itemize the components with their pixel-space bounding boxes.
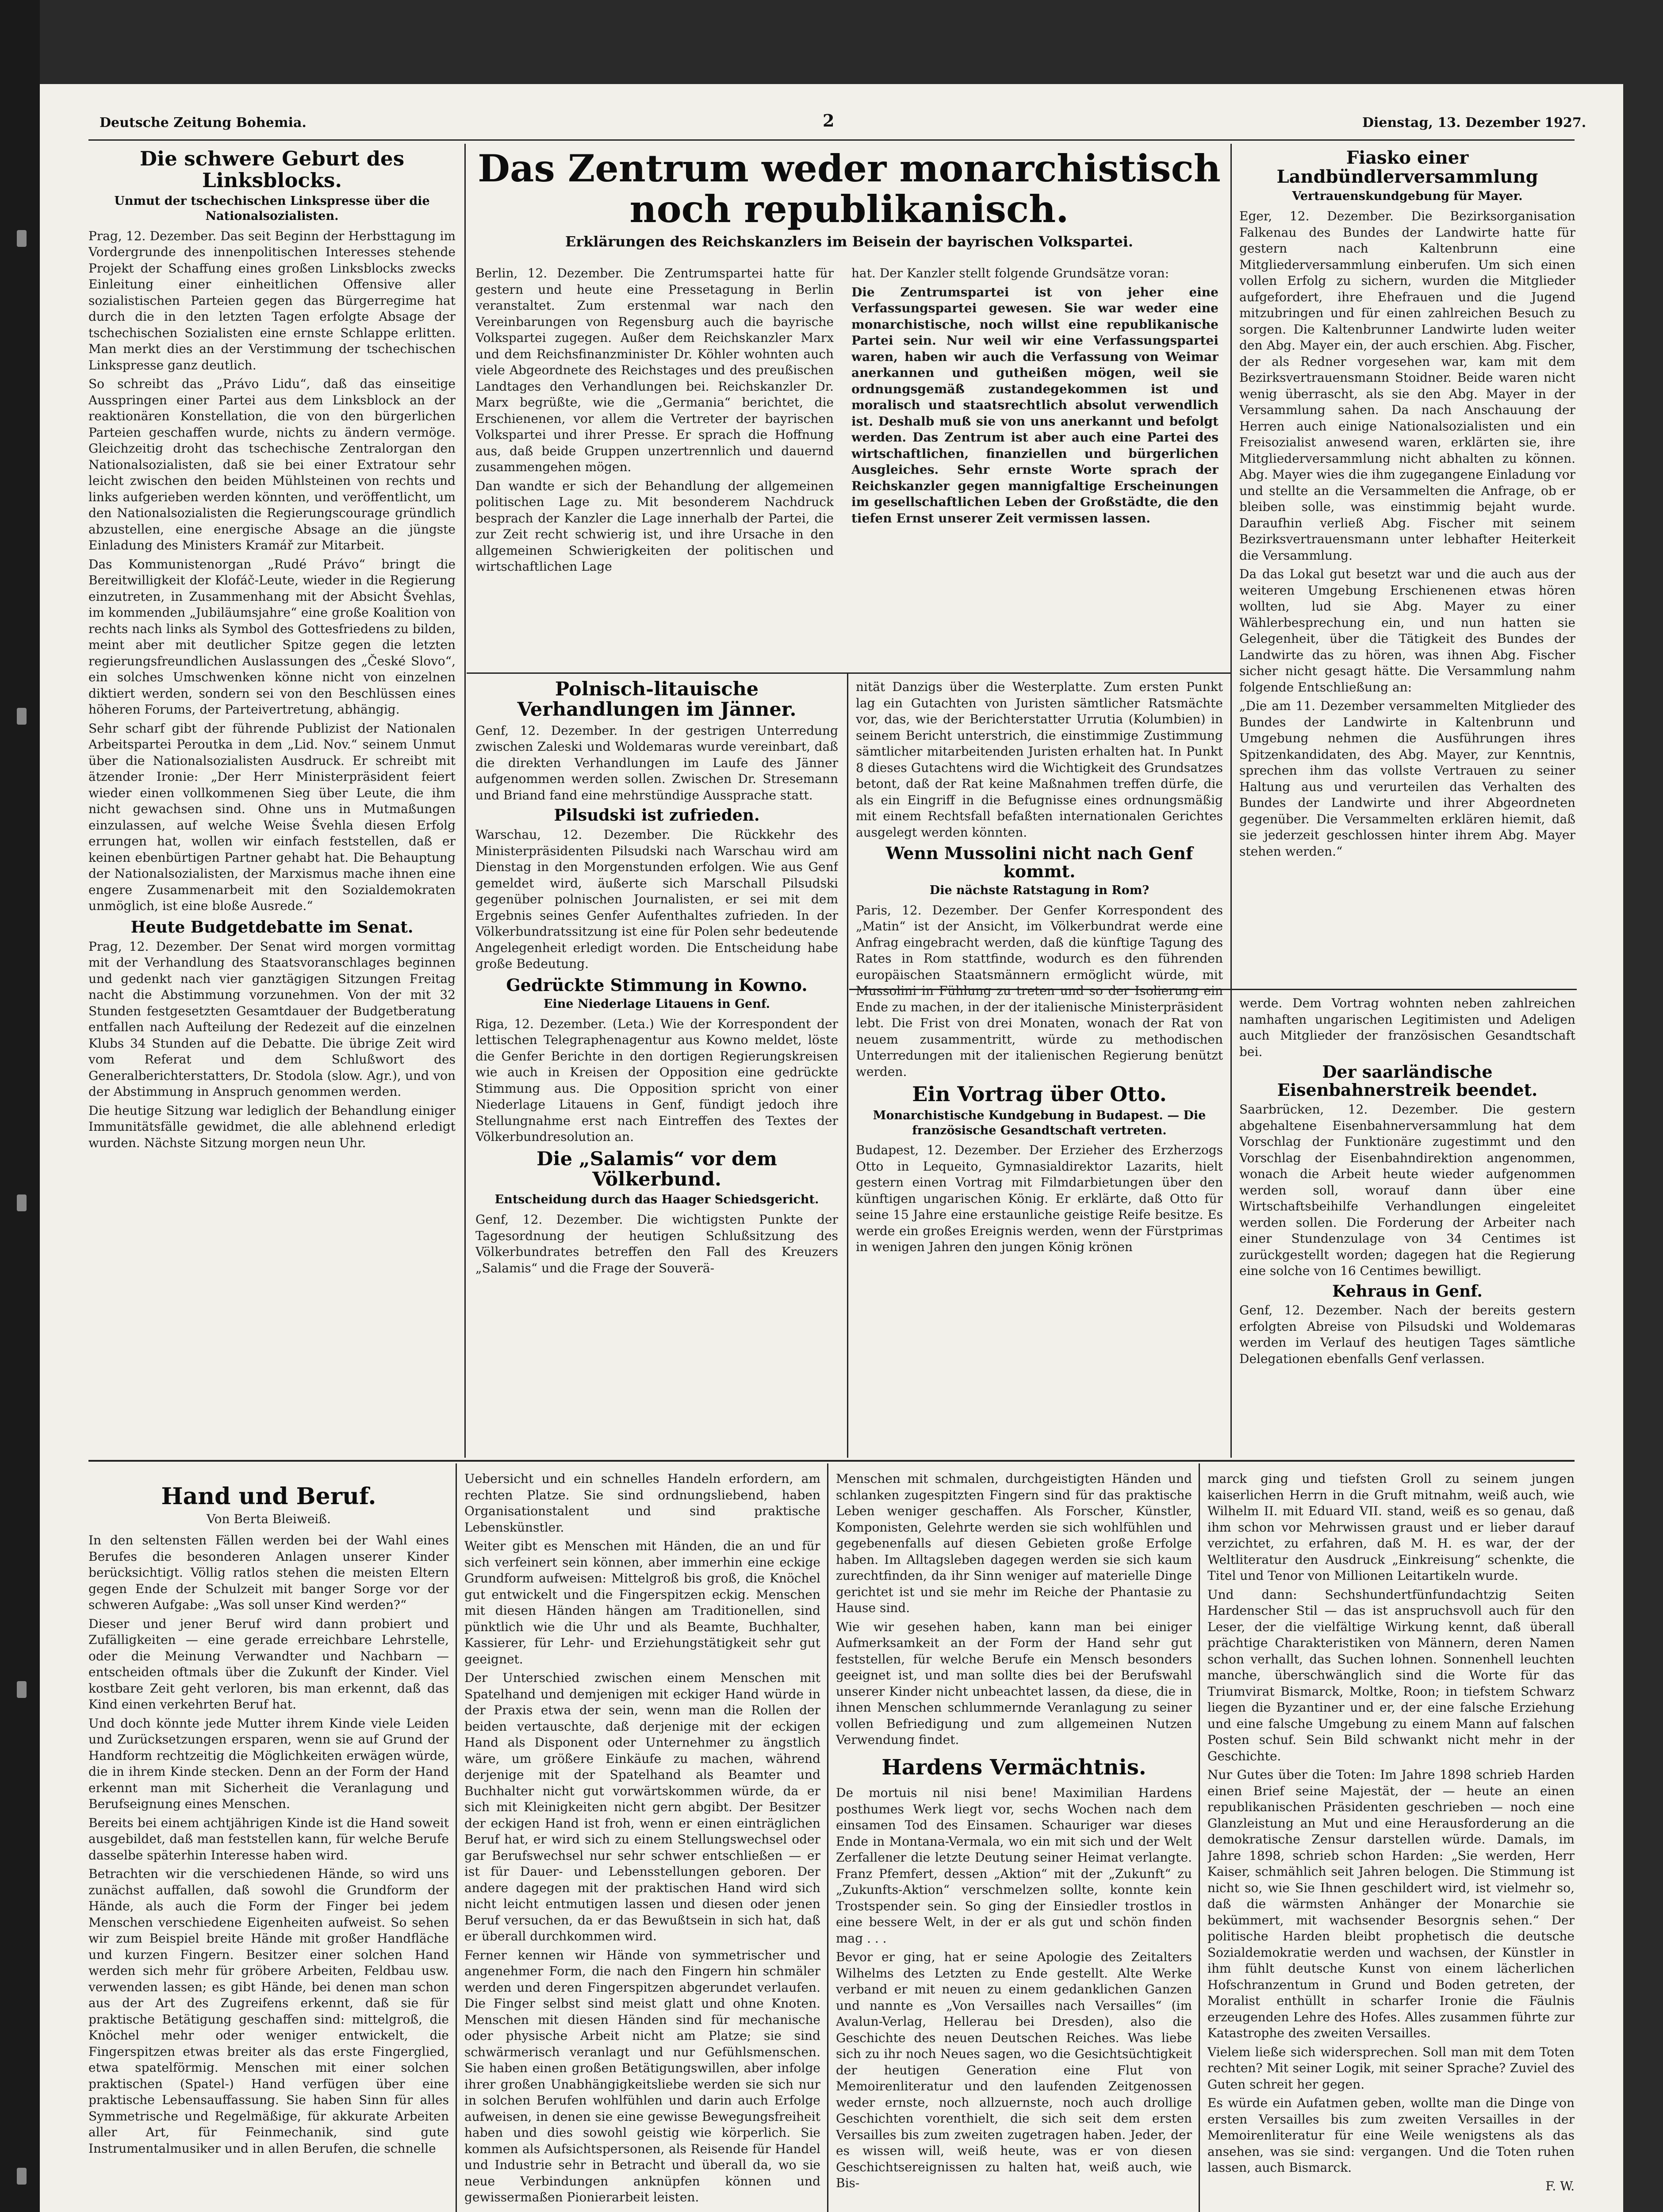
- articles-saar-genf: [1239, 995, 1575, 1458]
- section-rule: [467, 672, 1230, 674]
- headline-kehraus: Kehraus in Genf.: [1332, 1282, 1483, 1301]
- column-rule: [464, 144, 466, 1458]
- paragraph: Wie wir gesehen haben, kann man bei einiger Aufmerksamkeit an der Form der Hand sehr gut feststellen, für welche Berufe ein Mensch besonders geeignet ist, und man sollte dies bei der Berufswahl unserer Kinder nicht unbeachtet lassen, da diese, die in ihnen Menschen schlummernde Veranlagung zu seiner vollen Befriedigung und zum allgemeinen Nutzen Verwendung findet.: [836, 1619, 1192, 1747]
- feuilleton-hand-und-beruf-continued: [464, 1471, 820, 2212]
- paragraph: Prag, 12. Dezember. Das seit Beginn der Herbsttagung im Vordergrunde des innenpolitischen Interesses stehende Projekt der Schaffung eines großen Linksblocks zwecks Einleitung einer einheitlichen Offensive aller sozialistischen Parteien gegen das Bürgerregime hat durch die in den letzten Tagen erfolgte Absage der tschechischen Sozialisten eine ernste Schlappe erlitten. Man merkt dies an der Verstimmung der tschechischen Linkspresse ganz deutlich.: [88, 228, 456, 373]
- headline-linksblock: Die schwere Geburt des Linksblocks.: [139, 148, 405, 192]
- paragraph: Bevor er ging, hat er seine Apologie des Zeitalters Wilhelms des Letzten zu Ende gestellt. Alte Werke verband er mit neuen zu einem gedanklichen Ganzen und nannte es „Von Versailles nach Versailles“ (im Avalun-Verlag, Hellerau bei Dresden), also die Geschichte des neuen Deutschen Reiches. Was liebe sich zu ihr noch Neues sagen, wo die Gesichtsüchtigkeit der heutigen Generation eine Flut von Memoirenliteratur und den laufenden Zeitgenossen weder ernste, noch allzuernste, noch auch drollige Geschichten vorenthielt, die sich seit dem ersten Versailles bis zum zweiten zugetragen haben. Jeder, der es wissen will, weiß heute, was er von diesen Geschichtsereignissen zu halten hat, weiß auch, wie Bis-: [836, 1950, 1192, 2191]
- headline-otto: Ein Vortrag über Otto.: [912, 1082, 1167, 1106]
- article-linksblock: [88, 148, 456, 1458]
- paragraph: Sehr scharf gibt der führende Publizist der Nationalen Arbeitspartei Peroutka in dem „Lid. Nov.“ seinem Unmut über die Nationalsozialisten Ausdruck. Er schreibt mit ätzender Ironie: „Der Herr Ministerpräsident feiert wieder einen vollkommenen Sieg über Leute, die ihm nicht gewachsen sind. Ohne uns in Mutmaßungen einzulassen, auf welche Weise Švehla diesen Erfolg errungen hat, wollen wir einfach feststellen, daß er keinen ebenbürtigen Partner gehabt hat. Die Behauptung der Nationalsozialisten, der Marxismus mache ihnen eine engere Zusammenarbeit mit den Sozialdemokraten unmöglich, ist eine bloße Ausrede.“: [88, 721, 456, 914]
- paragraph: Dan wandte er sich der Behandlung der allgemeinen politischen Lage zu. Mit besonderem Nachdruck besprach der Kanzler die Lage innerhalb der Partei, die zur Zeit recht schwierig ist, und ihre Ursache in den allgemeinen Schwierigkeiten der politischen und wirtschaftlichen Lage: [475, 478, 834, 574]
- paragraph: Menschen mit schmalen, durchgeistigten Händen und schlanken zugespitzten Fingern sind für das praktische Leben weniger geschaffen. Als Forscher, Künstler, Komponisten, Gelehrte werden sie sich wohlfühlen und gegebenenfalls auf diesen Gebieten große Erfolge haben. Im Alltagsleben dagegen werden sie sich kaum zurechtfinden, da ihr Sinn weniger auf materielle Dinge gerichtet ist und sie mehr im Reiche der Phantasie zu Hause sind.: [836, 1471, 1192, 1615]
- paragraph: Prag, 12. Dezember. Der Senat wird morgen vormittag mit der Verhandlung des Staatsvoranschlages beginnen und gedenkt nach vier ganztägigen Sitzungen Freitag nacht die Abstimmung vorzunehmen. Von der mit 32 Stunden festgesetzten Gesamtdauer der Budgetberatung entfallen nach Aufteilung der Redezeit auf die einzelnen Klubs 34 Stunden auf die Debatte. Die übrige Zeit wird vom Referat und dem Schlußwort des Generalberichterstatters, Dr. Stodola (slow. Agr.), und von der Abstimmung in Anspruch genommen werden.: [88, 939, 456, 1099]
- column-rule: [847, 672, 848, 1458]
- paragraph: werde. Dem Vortrag wohnten neben zahlreichen namhaften ungarischen Legitimisten und Adeligen auch Mitglieder der französischen Gesandtschaft bei.: [1239, 996, 1575, 1059]
- column-rule: [1230, 144, 1232, 1458]
- paragraph: Genf, 12. Dezember. In der gestrigen Unterredung zwischen Zaleski und Woldemaras wurde vereinbart, daß die direkten Verhandlungen im Laufe des Jänner aufgenommen werden sollen. Zwischen Dr. Stresemann und Briand fand eine mehrstündige Aussprache statt.: [475, 723, 838, 803]
- column-rule: [456, 1463, 457, 2212]
- paragraph: Genf, 12. Dezember. Die wichtigsten Punkte der Tagesordnung der heutigen Schlußsitzung des Völkerbundrates betreffen den Fall des Kreuzers „Salamis“ und die Frage der Souverä-: [475, 1212, 838, 1275]
- newspaper-page: [40, 84, 1623, 2212]
- lead-article-zentrum: [475, 148, 1223, 670]
- column-rule: [1199, 1463, 1200, 2212]
- paragraph: Warschau, 12. Dezember. Die Rückkehr des Ministerpräsidenten Pilsudski nach Warschau wird am Dienstag in den Morgenstunden erfolgen. Wie aus Genf gemeldet wird, äußerte sich Marschall Pilsudski gegenüber polnischen Journalisten, er sei mit dem Ergebnis seines Genfer Aufenthaltes zufrieden. In der Völkerbundratssitzung ist eine für Polen sehr bedeutende Angelegenheit erledigt worden. Die Entscheidung habe große Bedeutung.: [475, 827, 838, 972]
- feuilleton-hardens-vermaechtnis-continued: [1207, 1471, 1575, 2212]
- headline-budgetdebatte: Heute Budgetdebatte im Senat.: [130, 918, 414, 937]
- masthead-paper-title: Deutsche Zeitung Bohemia.: [100, 115, 307, 131]
- lead-subheadline: Erklärungen des Reichskanzlers im Beisein der bayrischen Volkspartei.: [565, 233, 1134, 250]
- subheadline-kowno: Eine Niederlage Litauens in Genf.: [543, 997, 770, 1011]
- subheadline-mussolini: Die nächste Ratstagung in Rom?: [929, 883, 1150, 898]
- paragraph: So schreibt das „Právo Lidu“, daß das einseitige Ausspringen einer Partei aus dem Linksblock an der reaktionären Konstellation, die von den bürgerlichen Parteien geschaffen wurde, nichts zu ändern vermöge. Gleichzeitig droht das tschechische Zentralorgan den Nationalsozialisten, daß sie bei einer Extratour sehr leicht zwischen den beiden Mühlsteinen von rechts und links aufgerieben werden könnten, und veröffentlicht, um den Nationalsozialisten die Regierungscourage gründlich abzustellen, eine energische Absage an die jüngste Einladung des Ministers Kramář zur Mitarbeit.: [88, 376, 456, 553]
- feuilleton-hand-und-beruf: [88, 1471, 449, 2212]
- paragraph: nität Danzigs über die Westerplatte. Zum ersten Punkt lag ein Gutachten von Juristen sämtlicher Ratsmächte vor, das, wie der Berichterstatter Urrutia (Kolumbien) in seinem Bericht unterstrich, die einstimmige Zustimmung sämtlicher mitarbeitenden Juristen erhalten hat. In Punkt 8 dieses Gutachtens wird die Wichtigkeit des Grundsatzes betont, daß der Rat keine Maßnahmen treffen dürfe, die als ein Eingriff in die Befugnisse eines ordnungsmäßig mit einem Rechtsfall befaßten internationalen Gerichtes ausgelegt werden könnten.: [856, 680, 1223, 840]
- paragraph: Es würde ein Aufatmen geben, wollte man die Dinge von ersten Versailles bis zum zweiten Versailles in der Memoirenliteratur für eine Weile wenigstens als das ansehen, was sie sind: vergangen. Und die Toten ruhen lassen, auch Bismarck.: [1207, 2096, 1575, 2175]
- paragraph: Das Kommunistenorgan „Rudé Právo“ bringt die Bereitwilligkeit der Klofáč-Leute, wieder in die Regierung einzutreten, in Zusammenhang mit der Absicht Švehlas, im kommenden „Jubiläumsjahre“ eine große Koalition von rechts nach links als Symbol des Gottesfriedens zu bilden, meint aber mit deutlicher Spitze gegen die letzten regierungsfreundlichen Auslassungen des „České Slovo“, ein solches Umschwenken könne nicht von einzelnen diktiert werden, sondern sei von den Beschlüssen eines höheren Forums, der Parteivertretung, abhängig.: [88, 557, 456, 717]
- masthead-page-number: 2: [823, 111, 835, 131]
- articles-rom-budapest: [856, 679, 1223, 1458]
- paragraph: Bereits bei einem achtjährigen Kinde ist die Hand soweit ausgebildet, daß man feststellen kann, für welche Berufe dasselbe späterhin Interesse haben wird.: [88, 1815, 449, 1863]
- paragraph: Berlin, 12. Dezember. Die Zentrumspartei hatte für gestern und heute eine Pressetagung in Berlin veranstaltet. Zum erstenmal war nach den Vereinbarungen von Regensburg auch die bayrische Volkspartei zugegen. Außer dem Reichskanzler Marx und dem Reichsfinanzminister Dr. Köhler wohnten auch viele Abgeordnete des Reichstages und des preußischen Landtages den Verhandlungen bei. Reichskanzler Dr. Marx begrüßte, wie die „Germania“ berichtet, die Erschienenen, vor allem die Vertreter der bayrischen Volkspartei und ihrer Presse. Er sprach die Hoffnung aus, daß beide Gruppen unzertrennlich und dauernd zusammengehen mögen.: [475, 266, 834, 474]
- headline-pilsudski: Pilsudski ist zufrieden.: [554, 806, 760, 825]
- paragraph: hat. Der Kanzler stellt folgende Grundsätze voran:: [851, 266, 1169, 280]
- paragraph: Dieser und jener Beruf wird dann probiert und Zufälligkeiten — eine gerade erreichbare Lehrstelle, oder die Meinung Verwandter und Nachbarn — entscheiden oftmals über die Zukunft der Kinder. Viel kostbare Zeit geht verloren, bis man erkennt, daß das Kind einen verkehrten Beruf hat.: [88, 1616, 449, 1712]
- paragraph: Vielem ließe sich widersprechen. Soll man mit dem Toten rechten? Mit seiner Logik, mit seiner Sprache? Zuviel des Guten schreit her gegen.: [1207, 2044, 1575, 2092]
- headline-salamis: Die „Salamis“ vor dem Völkerbund.: [536, 1148, 777, 1190]
- articles-genf: [475, 679, 838, 1458]
- paragraph: Die heutige Sitzung war lediglich der Behandlung einiger Immunitätsfälle gewidmet, die alle ablehnend erledigt wurden. Nächste Sitzung morgen neun Uhr.: [88, 1103, 456, 1150]
- paragraph: Weiter gibt es Menschen mit Händen, die an und für sich verfeinert sein können, aber immerhin eine eckige Grundform aufweisen: Mittelgroß bis groß, die Knöchel gut entwickelt und die Fingerspitzen eckig. Menschen mit diesen Händen hängen am Traditionellen, sind pünktlich wie die Uhr und als Beamte, Buchhalter, Kassierer, für Lehr- und Erziehungstätigkeit sehr gut geeignet.: [464, 1539, 820, 1667]
- headline-eisenbahnerstreik: Der saarländische Eisenbahnerstreik beendet.: [1277, 1062, 1538, 1100]
- column-rule: [827, 1463, 828, 2212]
- masthead-rule: [88, 139, 1575, 141]
- headline-polnisch-litauisch: Polnisch-litauische Verhandlungen im Jänner.: [517, 679, 797, 721]
- feuilleton-rule: [88, 1460, 1575, 1462]
- subheadline-salamis: Entscheidung durch das Haager Schiedsgericht.: [494, 1193, 819, 1207]
- binding-edge: [0, 0, 40, 2212]
- feuilleton-hardens-vermaechtnis: [836, 1471, 1192, 2212]
- subheadline-linksblock: Unmut der tschechischen Linkspresse über die Nationalsozialisten.: [114, 194, 430, 223]
- paragraph: Die Zentrumspartei ist von jeher eine Verfassungspartei gewesen. Sie war weder eine monarchistische, noch willst eine republikanische Partei sein. Nur weil wir eine Verfassungspartei waren, haben wir auch die Verfassung von Weimar anerkannen und gutheißen mögen, weil sie ordnungsgemäß zustandegekommen ist und moralisch und staatsrechtlich absolut verwendlich ist. Deshalb muß sie von uns anerkannt und befolgt werden. Das Zentrum ist aber auch eine Partei des wirtschaftlichen, finanziellen und bürgerlichen Ausgleiches. Sehr ernste Worte sprach der Reichskanzler gegen mannigfaltige Erscheinungen im gesellschaftlichen Leben der Großstädte, die den tiefen Ernst unserer Zeit vermissen lassen.: [851, 284, 1219, 526]
- paragraph: Paris, 12. Dezember. Der Genfer Korrespondent des „Matin“ ist der Ansicht, im Völkerbundrat werde eine Anfrag eingebracht werden, daß die künftige Tagung des Rates in Rom stattfinde, wodurch es den führenden europäischen Staatsmännern ermöglicht würde, mit Mussolini in Fühlung zu treten und so der Isolierung ein Ende zu machen, in der der italienische Ministerpräsident lebt. Die Frist von drei Monaten, wonach der Rat von neuem zusammentritt, würde zu methodischen Unterredungen mit der italienischen Regierung benützt werden.: [856, 902, 1223, 1079]
- paragraph: Uebersicht und ein schnelles Handeln erfordern, am rechten Platze. Sie sind ordnungsliebend, haben Organisationstalent und sind praktische Lebenskünstler.: [464, 1471, 820, 1535]
- subheadline-landbuendler: Vertrauenskundgebung für Mayer.: [1292, 189, 1523, 204]
- headline-kowno: Gedrückte Stimmung in Kowno.: [506, 975, 808, 995]
- author-signature: F. W.: [1545, 2178, 1575, 2193]
- paragraph: Da das Lokal gut besetzt war und die auch aus der weiteren Umgebung Erschienenen etwas hören wollten, lud sie Abg. Mayer zu einer Wählerbesprechung ein, und nun hatten sie Gelegenheit, über die Tätigkeit des Bundes der Landwirte das zu hören, was ihnen Abg. Fischer sicher nicht gesagt hätte. Die Versammlung nahm folgende Entschließung an:: [1239, 567, 1575, 695]
- paragraph: Nur Gutes über die Toten: Im Jahre 1898 schrieb Harden einen Brief seine Majestät, der — heute an einen republikanischen Präsidenten geschrieben — noch eine Glanzleistung an Mut und eine Herausforderung an die demokratische Zensur darstellen würde. Damals, im Jahre 1898, schrieb schon Harden: „Sie werden, Herr Kaiser, schmählich seit Jahren belogen. Die Stimmung ist nicht so, wie Sie Ihnen geschildert wird, ist vielmehr so, daß die wärmsten Anhänger der Monarchie sie bekümmert, mit wachsender Besorgnis sehen.“ Der politische Harden bleibt prophetisch die deutsche Sozialdemokratie werden und wachsen, der Künstler in ihm fühlt deutsche Kunst von einem lächerlichen Hofschranzentum in Grund und Boden getreten, der Moralist enthüllt in scharfer Ironie die Fäulnis erzeugenden Lehre des Hofes. Alles zusammen führte zur Katastrophe des zweiten Versailles.: [1207, 1767, 1575, 2040]
- article-landbuendler: [1239, 148, 1575, 987]
- paragraph: Riga, 12. Dezember. (Leta.) Wie der Korrespondent der lettischen Telegraphenagentur aus Kowno meldet, löste die Genfer Berichte in den dortigen Regierungskreisen wie auch in Kreisen der Opposition eine gedrückte Stimmung aus. Die Opposition spricht von einer Niederlage Litauens in Genf, fündigt jedoch ihre Stellungnahme erst nach Eintreffen des Textes der Völkerbundresolution an.: [475, 1016, 838, 1144]
- paragraph: Und doch könnte jede Mutter ihrem Kinde viele Leiden und Zurücksetzungen ersparen, wenn sie auf Grund der Handform rechtzeitig die Möglichkeiten erwägen würde, die in ihrem Kinde stecken. Denn an der Form der Hand erkennt man mit Sicherheit die Veranlagung und Berufseignung eines Menschen.: [88, 1716, 449, 1812]
- paragraph: Ferner kennen wir Hände von symmetrischer und angenehmer Form, die nach den Fingern hin schmäler werden und deren Fingerspitzen abgerundet verlaufen. Die Finger selbst sind meist glatt und ohne Knoten. Menschen mit diesen Händen sind für mechanische oder physische Arbeit nicht am Platze; sie sind schwärmerisch veranlagt und nur Gefühlsmenschen. Sie haben einen großen Betätigungswillen, aber infolge ihrer großen Unabhängigkeitsliebe werden sie sich nur in solchen Berufen wohlfühlen und darin auch Erfolge aufweisen, in denen sie eine gewisse Bewegungsfreiheit haben und dies sowohl geistig wie körperlich. Sie kommen als Aufsichtspersonen, als Reisende für Handel und Industrie sehr in Betracht und überall da, wo sie neue Verbindungen anknüpfen können und gewissermaßen Pionierarbeit leisten.: [464, 1947, 820, 2204]
- paragraph: marck ging und tiefsten Groll zu seinem jungen kaiserlichen Herrn in die Gruft mitnahm, weiß auch, wie Wilhelm II. mit Eduard VII. stand, weiß es so genau, daß ihm schon vor Mehrwissen graust und er lieber darauf verzichtet, zu erfahren, daß M. H. es war, der der Weltliteratur den Ausdruck „Einkreisung“ schenkte, die Titel und Tenor von Millionen Leitartikeln wurde.: [1207, 1471, 1575, 1583]
- paragraph: Eger, 12. Dezember. Die Bezirksorganisation Falkenau des Bundes der Landwirte hatte für gestern nach Kaltenbrunn eine Mitgliederversammlung einberufen. Um sich einen vollen Erfolg zu sichern, wurden die Mitglieder aufgefordert, ihre Ehefrauen und die Jugend mitzubringen und für einen zahlreichen Besuch zu sorgen. Die Kaltenbrunner Landwirte luden weiter den Abg. Mayer ein, der auch erschien. Abg. Fischer, der als Redner vorgesehen war, kam mit dem Bezirksvertrauensmann Stoidner. Beide waren nicht wenig überrascht, als sie den Abg. Mayer in der Versammlung sahen. Da nach Anschauung der Herren auch einige Nationalsozialisten und ein Freisozialist anwesend waren, erklärten sie, ihre Mitgliederversammlung nicht abhalten zu können. Abg. Mayer wies die ihm zugegangene Einladung vor und stellte an die Versammelten die Anfrage, ob er bleiben solle, was einstimmig bejaht wurde. Daraufhin verließ Abg. Fischer mit seinem Bezirksvertrauensmann unter lebhafter Heiterkeit die Versammlung.: [1239, 209, 1575, 563]
- paragraph: Der Unterschied zwischen einem Menschen mit Spatelhand und demjenigen mit eckiger Hand würde in der Praxis etwa der sein, wenn man die Rollen der beiden vertauschte, daß derjenige mit der eckigen Hand als Disponent oder Unternehmer zu ängstlich wäre, um größere Einkäufe zu machen, während derjenige mit der Spatelhand als Beamter und Buchhalter nicht gut vorwärtskommen würde, da er sich mit Kleinigkeiten nicht gern abgibt. Der Besitzer der eckigen Hand ist froh, wenn er einen einträglichen Beruf hat, er wird sich zu einem Stellungswechsel oder gar Berufswechsel nur sehr schwer entschließen — er ist für Dauer- und Lebensstellungen geboren. Der andere dagegen mit der praktischen Hand wird sich nicht leicht entmutigen lassen und diesen oder jenen Beruf versuchen, da er das Bewußtsein in sich hat, daß er überall durchkommen wird.: [464, 1671, 820, 1943]
- paragraph: De mortuis nil nisi bene! Maximilian Hardens posthumes Werk liegt vor, sechs Wochen nach dem einsamen Tod des Einsamen. Schauriger war dieses Ende in Montana-Vermala, wo ein mit sich und der Welt Zerfallener die letzte Deutung seiner Heimat verlangte. Franz Pfemfert, dessen „Aktion“ mit der „Zukunft“ zu „Zukunfts-Aktion“ verschmelzen sollte, konnte kein Trostspender sein. So ging der Einsiedler trostlos in eine bessere Welt, in der er als gut und schön finden mag . . .: [836, 1786, 1192, 1946]
- paragraph: In den seltensten Fällen werden bei der Wahl eines Berufes die besonderen Anlagen unserer Kinder berücksichtigt. Völlig ratlos stehen die meisten Eltern gegen Ende der Schulzeit mit banger Sorge vor der schweren Aufgabe: „Was soll unser Kind werden?“: [88, 1533, 449, 1613]
- headline-mussolini: Wenn Mussolini nicht nach Genf kommt.: [885, 843, 1193, 882]
- headline-hardens-vermaechtnis: Hardens Vermächtnis.: [881, 1755, 1146, 1780]
- paragraph: Budapest, 12. Dezember. Der Erzieher des Erzherzogs Otto in Lequeito, Gymnasialdirektor Lazarits, hielt gestern einen Vortrag mit Filmdarbietungen über den künftigen ungarischen König. Er erklärte, daß Otto für seine 15 Jahre eine erstaunliche geistige Reife besitze. Es werde ein großes Ereignis werden, wenn der Fürstprimas in wenigen Jahren den jungen König krönen: [856, 1143, 1223, 1255]
- paragraph: Betrachten wir die verschiedenen Hände, so wird uns zunächst auffallen, daß sowohl die Grundform der Hände, als auch die Form der Finger bei jedem Menschen verschiedene Eigenheiten aufweist. So sehen wir zum Beispiel breite Hände mit großer Handfläche und kurzen Fingern. Besitzer einer solchen Hand werden sich mehr für gröbere Arbeiten, Feldbau usw. verwenden lassen; es gibt Hände, bei denen man schon aus der Art des Zugreifens erkennt, daß sie für praktische Betätigung geschaffen sind: mittelgroß, die Knöchel mehr oder weniger entwickelt, die Fingerspitzen etwas breiter als das erste Fingerglied, etwa spatelförmig. Menschen mit einer solchen praktischen (Spatel-) Hand verfügen über eine praktische Lebensauffassung. Sie haben Sinn für alles Symmetrische und Regelmäßige, für akkurate Arbeiten aller Art, für Feinmechanik, sind gute Instrumentalmusiker und in allen Berufen, die schnelle: [88, 1866, 449, 2156]
- paragraph: Genf, 12. Dezember. Nach der bereits gestern erfolgten Abreise von Pilsudski und Woldemaras werden im Verlauf des heutigen Tages sämtliche Delegationen ebenfalls Genf verlassen.: [1239, 1303, 1575, 1366]
- headline-hand-und-beruf: Hand und Beruf.: [161, 1483, 376, 1510]
- paragraph: Und dann: Sechshundertfünfundachtzig Seiten Hardenscher Stil — das ist anspruchsvoll auch für den Leser, der die vielfältige Wirkung kennt, daß überall prächtige Charakteristiken von Männern, deren Namen schon verhallt, das Suchen lohnen. Sonnenhell leuchten manche, überschwänglich sind die Worte für das Triumvirat Bismarck, Moltke, Roon; in tiefstem Schwarz liegen die Byzantiner und er, der eine falsche Erziehung und eine falsche Umgebung zu einem Mann auf falschen Posten schuf. Sein Bild schwankt nicht mehr in der Geschichte.: [1207, 1587, 1575, 1763]
- paragraph: „Die am 11. Dezember versammelten Mitglieder des Bundes der Landwirte in Kaltenbrunn und Umgebung nehmen die Ausführungen ihres Spitzenkandidaten, des Abg. Mayer, zur Kenntnis, sprechen ihm das vollste Vertrauen zu seiner Haltung aus und verurteilen das Verhalten des Bundes der Landwirte und ihrer Abgeordneten gegenüber. Die Versammelten erklären hiemit, daß sie jederzeit geschlossen hinter ihrem Abg. Mayer stehen werden.“: [1239, 699, 1575, 859]
- byline: Von Berta Bleiweiß.: [207, 1512, 331, 1527]
- lead-headline: Das Zentrum weder monarchistisch noch republikanisch.: [478, 148, 1221, 231]
- headline-landbuendler: Fiasko einer Landbündlerversammlung: [1276, 148, 1538, 188]
- paragraph: Saarbrücken, 12. Dezember. Die gestern abgehaltene Eisenbahnerversammlung hat dem Vorschlag der Funktionäre zugestimmt und den Vorschlag der Eisenbahndirektion angenommen, wonach die Arbeit heute wieder aufgenommen werden soll, worauf dann über eine Wirtschaftsbeihilfe Verhandlungen eingeleitet werden sollen. Die Forderung der Arbeiter nach einer Stundenzulage von 34 Centimes ist zurückgestellt worden; dagegen hat die Regierung eine solche von 16 Centimes bewilligt.: [1239, 1102, 1575, 1279]
- subheadline-otto: Monarchistische Kundgebung in Budapest. — Die französische Gesandtschaft vertreten.: [873, 1108, 1206, 1137]
- masthead-date: Dienstag, 13. Dezember 1927.: [1362, 115, 1586, 131]
